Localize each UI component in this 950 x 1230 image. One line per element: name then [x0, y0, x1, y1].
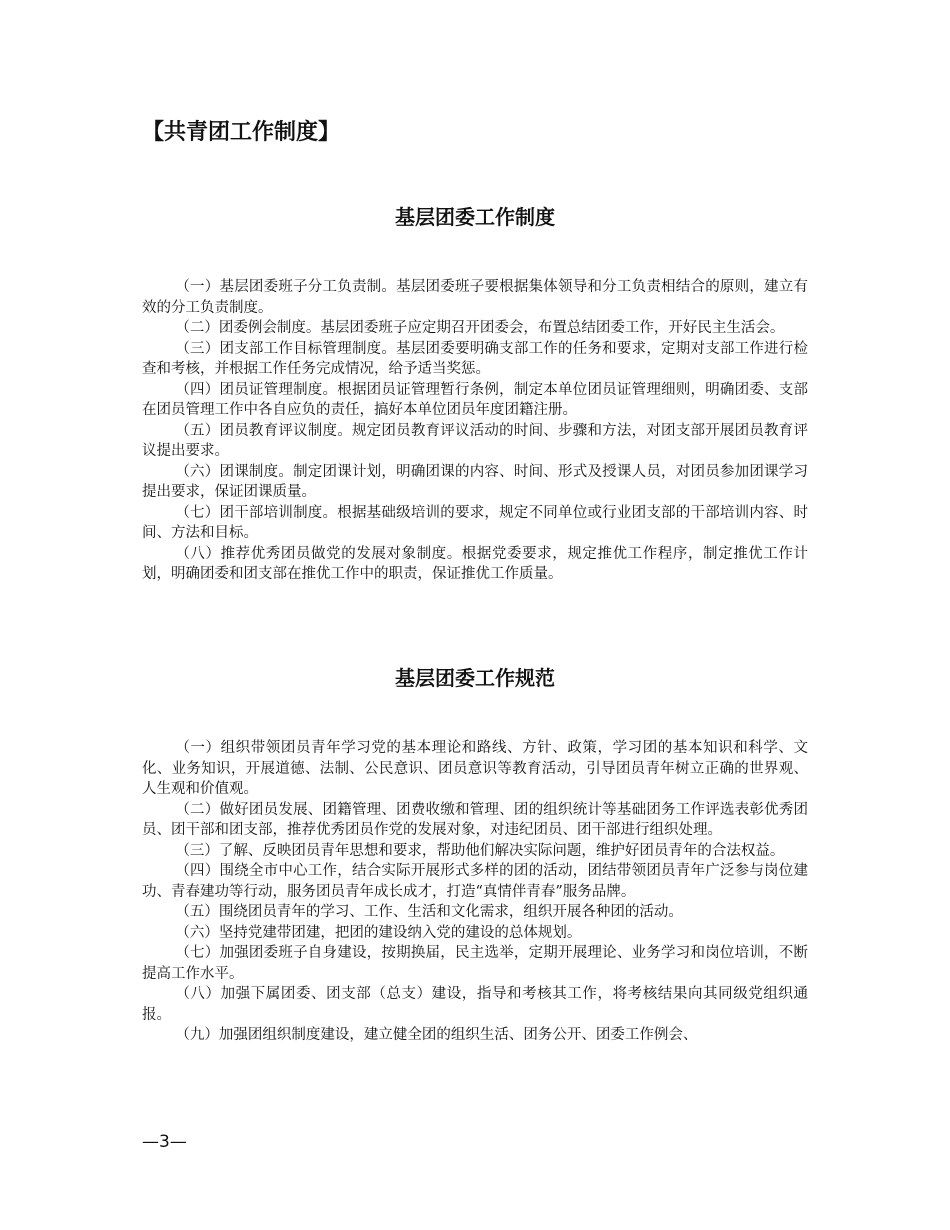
paragraph: （四）围绕全市中心工作，结合实际开展形式多样的团的活动，团结带领团员青年广泛参与岗位建功、青春建功等行动，服务团员青年成长成才，打造“真情伴青春”服务品牌。 — [142, 863, 808, 900]
paragraph: （二）团委例会制度。基层团委班子应定期召开团委会，布置总结团委工作，开好民主生活会。 — [175, 320, 785, 336]
paragraph: （七）团干部培训制度。根据基础级培训的要求，规定不同单位或行业团支部的干部培训内容、时间、方法和目标。 — [142, 504, 808, 541]
section-title: 基层团委工作制度 — [395, 205, 555, 229]
section-title: 基层团委工作规范 — [395, 666, 555, 690]
paragraph: （六）团课制度。制定团课计划，明确团课的内容、时间、形式及授课人员，对团员参加团课学习提出要求，保证团课质量。 — [142, 463, 808, 500]
paragraph: （八）推荐优秀团员做党的发展对象制度。根据党委要求，规定推优工作程序，制定推优工作计划，明确团委和团支部在推优工作中的职责，保证推优工作质量。 — [142, 545, 808, 582]
page-number: —3— — [142, 1132, 187, 1152]
section-body — [142, 738, 808, 1046]
paragraph: （三）团支部工作目标管理制度。基层团委要明确支部工作的任务和要求，定期对支部工作进行检查和考核，并根据工作任务完成情况，给予适当奖惩。 — [142, 340, 808, 377]
section-body — [142, 277, 808, 585]
paragraph: （三）了解、反映团员青年思想和要求，帮助他们解决实际问题，维护好团员青年的合法权益。 — [175, 842, 785, 859]
document-heading: 【共青团工作制度】 — [142, 120, 341, 145]
paragraph: （二）做好团员发展、团籍管理、团费收缴和管理、团的组织统计等基础团务工作评选表彰优秀团员、团干部和团支部，推荐优秀团员作党的发展对象，对违纪团员、团干部进行组织处理。 — [142, 801, 808, 838]
paragraph: （四）团员证管理制度。根据团员证管理暂行条例，制定本单位团员证管理细则，明确团委、支部在团员管理工作中各自应负的责任，搞好本单位团员年度团籍注册。 — [142, 381, 808, 418]
paragraph: （一）基层团委班子分工负责制。基层团委班子要根据集体领导和分工负责相结合的原则，建立有效的分工负责制度。 — [142, 279, 808, 316]
paragraph: （六）坚持党建带团建，把团的建设纳入党的建设的总体规划。 — [175, 924, 582, 941]
paragraph: （八）加强下属团委、团支部（总支）建设，指导和考核其工作，将考核结果向其同级党组织通报。 — [142, 986, 808, 1023]
paragraph: （五）团员教育评议制度。规定团员教育评议活动的时间、步骤和方法，对团支部开展团员教育评议提出要求。 — [142, 422, 808, 459]
paragraph: （九）加强团组织制度建设，建立健全团的组织生活、团务公开、团委工作例会、 — [175, 1027, 698, 1043]
paragraph: （五）围绕团员青年的学习、工作、生活和文化需求，组织开展各种团的活动。 — [175, 904, 683, 920]
paragraph: （七）加强团委班子自身建设，按期换届，民主选举，定期开展理论、业务学习和岗位培训，不断提高工作水平。 — [142, 945, 808, 982]
paragraph: （一）组织带领团员青年学习党的基本理论和路线、方针、政策，学习团的基本知识和科学、文化、业务知识，开展道德、法制、公民意识、团员意识等教育活动，引导团员青年树立正确的世界观、人生观和价值观。 — [142, 740, 808, 797]
